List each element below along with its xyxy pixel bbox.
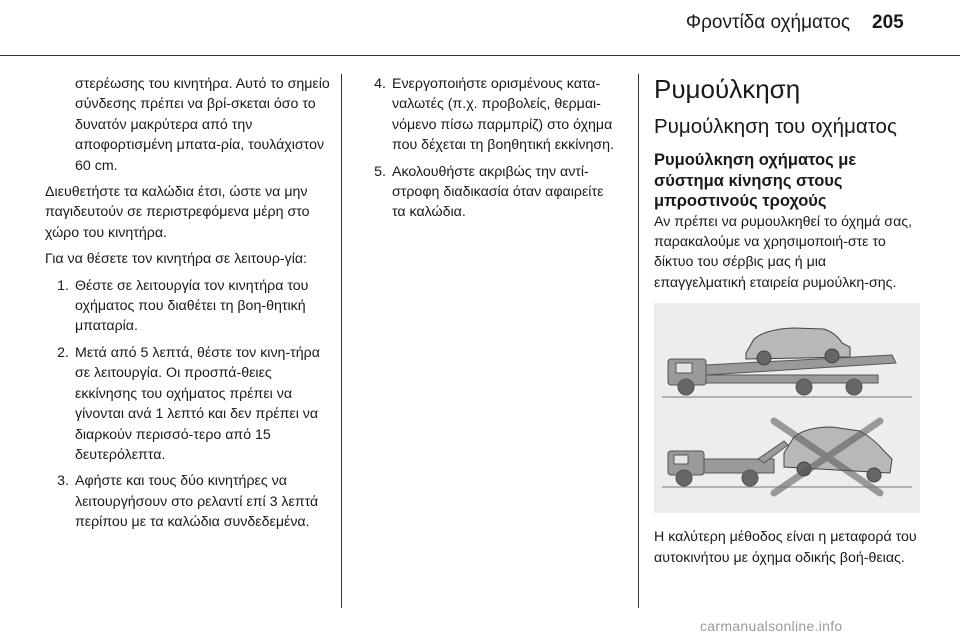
tow-truck-icon xyxy=(668,441,788,486)
list-item-text: Αφήστε και τους δύο κινητήρες να λειτουργήσουν στο ρελαντί επί 3 λεπτά περίπου με τα καλώδια συνδεδεμένα. xyxy=(75,473,319,531)
list-item xyxy=(362,162,620,223)
list-item-text: Θέστε σε λειτουργία τον κινητήρα του οχήματος που διαθέτει τη βοη-θητική μπαταρία. xyxy=(75,277,309,335)
car-on-flatbed-icon xyxy=(746,328,850,365)
section-heading: Ρυμούλκηση xyxy=(654,74,801,104)
column-divider xyxy=(638,74,639,608)
column-3 xyxy=(654,74,920,574)
column-divider xyxy=(341,74,342,608)
topic-heading: Ρυμούλκηση οχήματος με σύστημα κίνησης στους μπροστινούς τροχούς xyxy=(654,151,857,210)
towing-illustration xyxy=(654,303,920,513)
towing-diagram-svg xyxy=(654,303,920,513)
page-number: 205 xyxy=(872,12,904,33)
page-header-title: Φροντίδα οχήματος xyxy=(685,12,850,33)
list-item xyxy=(45,471,332,532)
header-rule xyxy=(0,55,960,56)
paragraph-towing-advice: Αν πρέπει να ρυμουλκηθεί το όχημά σας, παρακαλούμε να χρησιμοποιή-στε το δίκτυο του σέρβις μας ή μια επαγγελματική εταιρεία ρυμούλκη-σης. xyxy=(654,213,913,291)
column-1 xyxy=(45,74,332,539)
list-item xyxy=(362,74,620,156)
list-item-number: 4. xyxy=(374,76,386,92)
list-item-number: 5. xyxy=(374,163,386,180)
subsection-heading: Ρυμούλκηση του οχήματος xyxy=(654,115,897,138)
list-item xyxy=(45,343,332,465)
list-item-text: Ακολουθήστε ακριβώς την αντί-στροφη διαδικασία όταν αφαιρείτε τα καλώδια. xyxy=(392,163,604,221)
continued-paragraph: στερέωσης του κινητήρα. Αυτό το σημείο σύνδεσης πρέπει να βρί-σκεται όσο το δυνατόν μακρύτερα από την αποφορτισμένη μπατα-ρία, τουλάχιστον 60 cm. xyxy=(75,76,330,174)
watermark: carmanualsonline.info xyxy=(700,618,843,634)
flatbed-truck-icon xyxy=(668,355,896,395)
paragraph-cable-routing: Διευθετήστε τα καλώδια έτσι, ώστε να μην παγιδευτούν σε περιστρεφόμενα μέρη στο χώρο του κινητήρα. xyxy=(45,184,310,241)
column-2 xyxy=(362,74,620,229)
list-item-number: 3. xyxy=(57,473,69,490)
list-item-number: 2. xyxy=(57,344,69,361)
paragraph-start-intro: Για να θέσετε τον κινητήρα σε λειτουρ-γία: xyxy=(45,251,308,268)
list-item-number: 1. xyxy=(57,277,69,294)
paragraph-best-method: Η καλύτερη μέθοδος είναι η μεταφορά του αυτοκινήτου με όχημα οδικής βοή-θειας. xyxy=(654,529,917,566)
list-item-text: Μετά από 5 λεπτά, θέστε τον κινη-τήρα σε λειτουργία. Οι προσπά-θειες εκκίνησης του οχήματος πρέπει να γίνονται ανά 1 λεπτό και δεν πρέπει να διαρκούν περισσό-τερο από 15 δευτερόλεπτα. xyxy=(75,344,320,463)
list-item xyxy=(45,276,332,337)
list-item-text: Ενεργοποιήστε ορισμένους κατα-ναλωτές (π.χ. προβολείς, θερμαι-νόμενο πίσω παρμπρίζ) στο όχημα που δέχεται τη βοηθητική εκκίνηση. xyxy=(392,76,614,154)
